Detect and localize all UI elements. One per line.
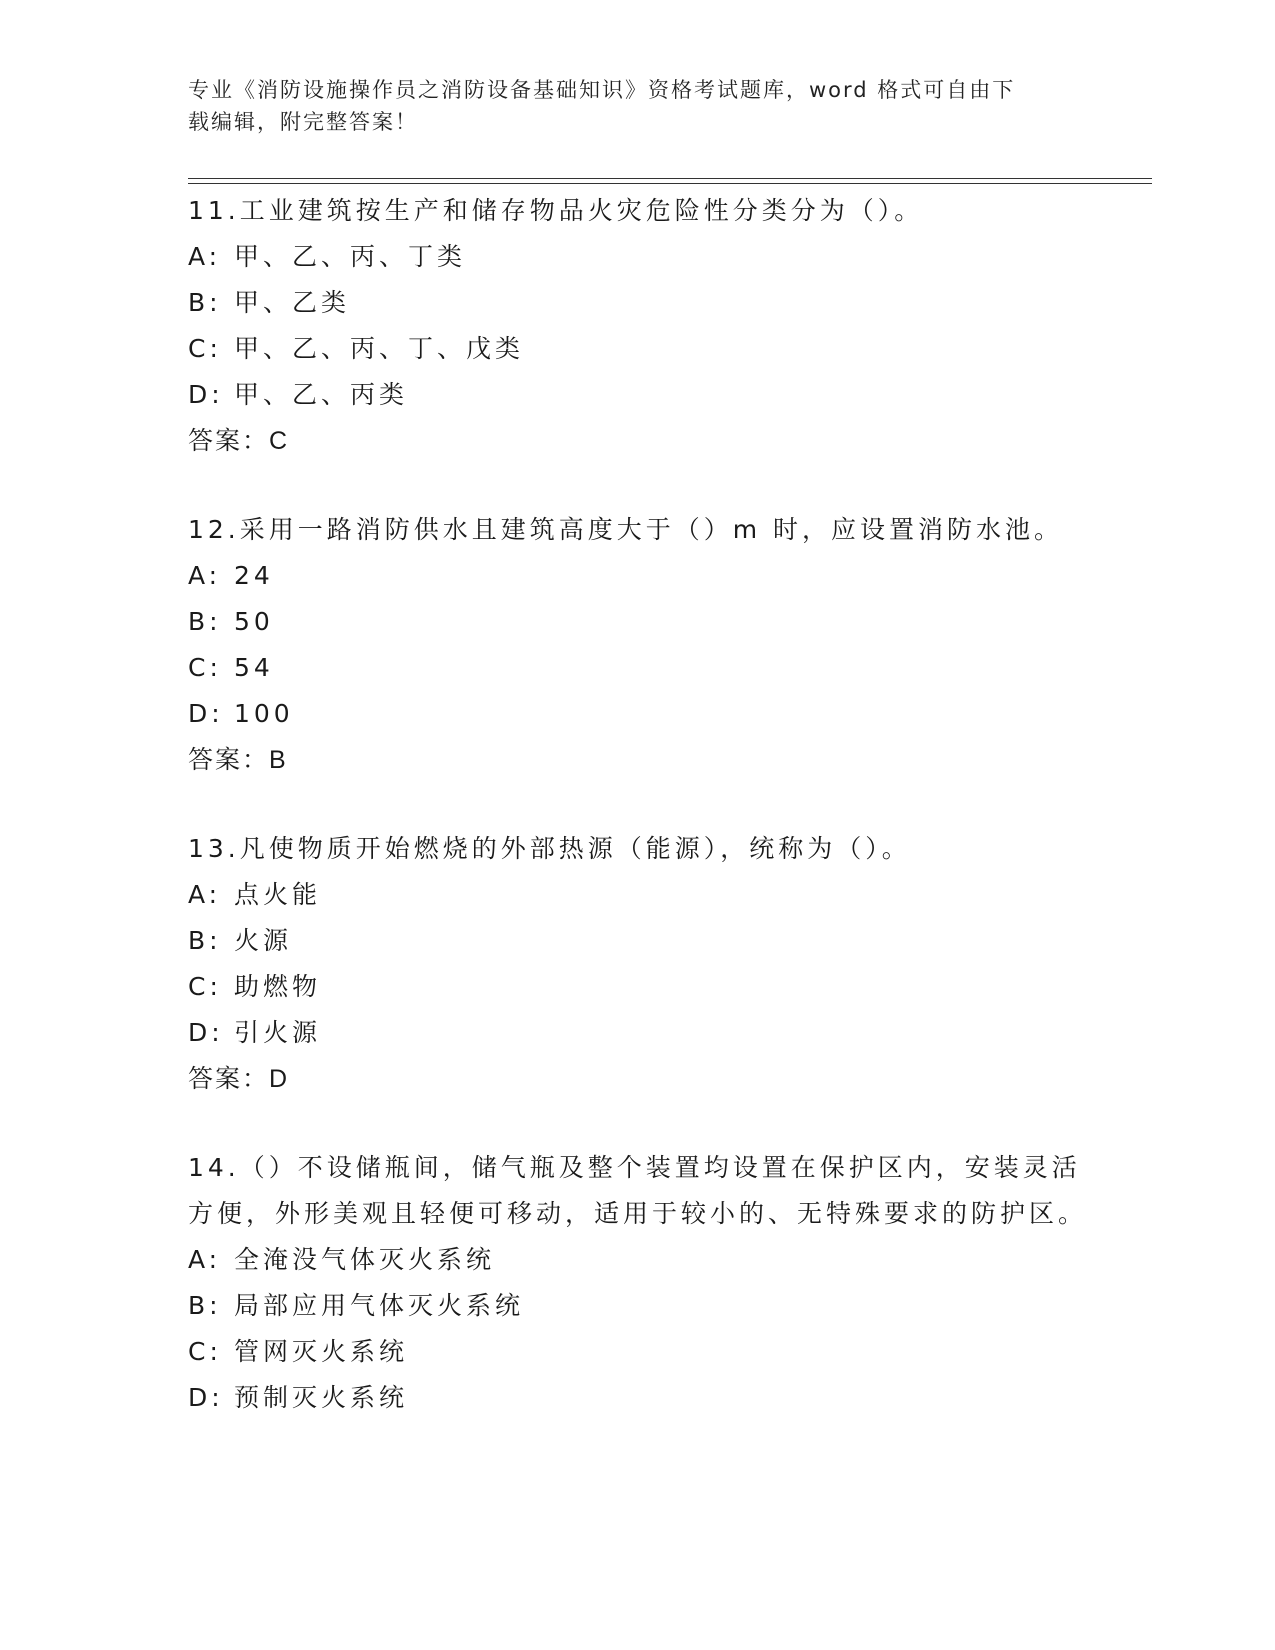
option-text: 甲、乙、丙类 — [234, 380, 409, 409]
option-text: 100 — [234, 699, 294, 728]
option-key: D: — [188, 1018, 224, 1047]
option-text: 甲、乙、丙、丁、戊类 — [234, 334, 525, 363]
option-d — [188, 691, 1088, 737]
option-key: A: — [188, 242, 222, 271]
option-key: B: — [188, 288, 222, 317]
option-d — [188, 1010, 1088, 1056]
answer-line — [188, 418, 1088, 464]
answer-line — [188, 1056, 1088, 1102]
option-text: 24 — [234, 561, 274, 590]
option-a — [188, 872, 1088, 918]
option-text: 54 — [234, 653, 274, 682]
option-key: C: — [188, 653, 222, 682]
option-text: 全淹没气体灭火系统 — [234, 1245, 496, 1274]
question-stem: 11.工业建筑按生产和储存物品火灾危险性分类分为（）。 — [188, 196, 924, 225]
answer-label: 答案： — [188, 745, 270, 774]
answer-line — [188, 737, 1088, 783]
header-line-1: 专业《消防设施操作员之消防设备基础知识》资格考试题库，word 格式可自由下 — [188, 78, 1016, 102]
option-key: C: — [188, 334, 222, 363]
answer-value: B — [269, 746, 288, 774]
option-b — [188, 1283, 1088, 1329]
option-b — [188, 280, 1088, 326]
option-text: 火源 — [234, 926, 293, 955]
question-stem: 12.采用一路消防供水且建筑高度大于（）m 时，应设置消防水池。 — [188, 515, 1064, 544]
question-stem: 14.（）不设储瓶间，储气瓶及整个装置均设置在保护区内，安装灵活方便，外形美观且轻便可移动，适用于较小的、无特殊要求的防护区。 — [188, 1153, 1088, 1228]
option-a — [188, 1237, 1088, 1283]
option-key: A: — [188, 1245, 222, 1274]
option-text: 50 — [234, 607, 274, 636]
option-text: 甲、乙类 — [234, 288, 351, 317]
option-text: 助燃物 — [234, 972, 322, 1001]
answer-value: C — [269, 427, 290, 455]
option-d — [188, 372, 1088, 418]
question-12 — [188, 507, 1088, 783]
option-a — [188, 234, 1088, 280]
option-c — [188, 1329, 1088, 1375]
option-key: D: — [188, 699, 224, 728]
question-13 — [188, 826, 1088, 1102]
answer-value: D — [269, 1065, 290, 1093]
option-key: D: — [188, 1383, 224, 1412]
option-c — [188, 326, 1088, 372]
option-text: 局部应用气体灭火系统 — [234, 1291, 525, 1320]
header-divider-top — [188, 178, 1152, 179]
document-header — [188, 74, 1068, 138]
option-key: C: — [188, 1337, 222, 1366]
option-text: 管网灭火系统 — [234, 1337, 409, 1366]
option-text: 引火源 — [234, 1018, 322, 1047]
header-line-2: 载编辑，附完整答案！ — [188, 110, 418, 134]
option-key: B: — [188, 926, 222, 955]
option-text: 预制灭火系统 — [234, 1383, 409, 1412]
option-c — [188, 964, 1088, 1010]
header-divider-bottom — [188, 183, 1152, 184]
option-b — [188, 599, 1088, 645]
option-text: 甲、乙、丙、丁类 — [234, 242, 467, 271]
option-c — [188, 645, 1088, 691]
question-14 — [188, 1145, 1088, 1421]
option-text: 点火能 — [234, 880, 322, 909]
option-b — [188, 918, 1088, 964]
option-key: B: — [188, 607, 222, 636]
question-stem: 13.凡使物质开始燃烧的外部热源（能源），统称为（）。 — [188, 834, 911, 863]
option-key: A: — [188, 880, 222, 909]
option-key: B: — [188, 1291, 222, 1320]
option-a — [188, 553, 1088, 599]
option-key: C: — [188, 972, 222, 1001]
answer-label: 答案： — [188, 1064, 270, 1093]
option-key: A: — [188, 561, 222, 590]
option-key: D: — [188, 380, 224, 409]
question-11 — [188, 188, 1088, 464]
option-d — [188, 1375, 1088, 1421]
answer-label: 答案： — [188, 426, 270, 455]
